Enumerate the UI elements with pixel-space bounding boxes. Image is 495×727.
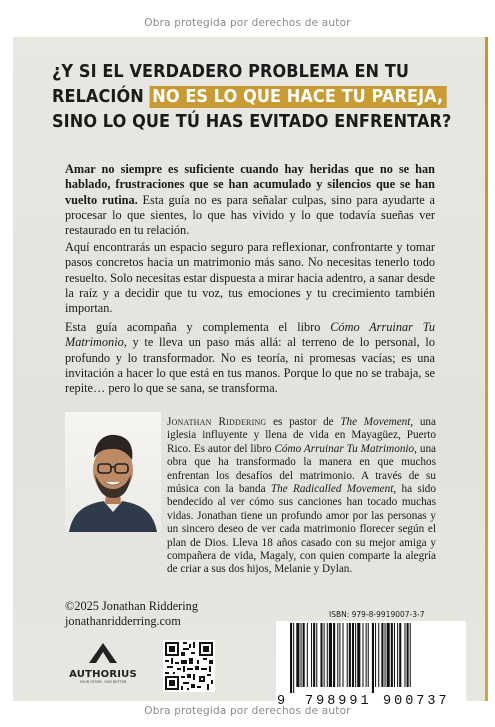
publisher-logo (63, 642, 143, 684)
barcode-bar (352, 623, 354, 687)
cover-edge-accent (485, 37, 488, 701)
barcode-bar (296, 623, 299, 687)
barcode-bar (333, 623, 335, 687)
qr-code (163, 640, 215, 692)
barcode-bar (357, 623, 360, 687)
barcode-bar (301, 623, 302, 687)
isbn-label: ISBN: 979-8-9919007-3-7 (329, 610, 425, 619)
barcode-bar (407, 623, 409, 687)
barcode-bar (313, 623, 315, 687)
barcode-bar (387, 623, 390, 687)
author-photo (65, 412, 161, 532)
barcode-bar (381, 623, 383, 687)
barcode-bar (368, 623, 369, 687)
barcode-bar (397, 623, 398, 687)
church-name: The Movement (340, 416, 411, 428)
paragraph-companion-b: , y te lleva un paso más allá: al terreno de lo personal, lo profundo y lo transformador. No es teoría, ni promesas vacías; es una invitación a hacer lo que está en tus manos. Porque lo que no se trabaja, se repite… pero lo que se sana, se transforma. (65, 335, 435, 396)
paragraph-safe-space: Aquí encontrarás un espacio seguro para reflexionar, confrontarte y tomar pasos concretos hacia un matrimonio más sano. No necesitas tenerlo todo resuelto. Solo necesitas estar dispuesta a mirar hacia adentro, a sanar desde la raíz y a decidir que tu voz, tus emociones y tu crecimiento también importan. (65, 240, 435, 316)
copyright-block (65, 599, 198, 629)
barcode-bar (410, 623, 411, 687)
barcode-bar (311, 623, 312, 687)
headline-line-3: SINO LO QUE TÚ HAS EVITADO ENFRENTAR? (52, 112, 452, 132)
barcode-bar (293, 623, 294, 693)
barcode-bar (337, 623, 338, 687)
barcode-bar (385, 623, 386, 687)
barcode-bar (375, 623, 376, 687)
barcode-bar (320, 623, 322, 687)
barcode-bar (349, 623, 351, 687)
barcode-bar (391, 623, 393, 687)
publisher-tagline: YOUR STORY, OUR BETTER (79, 680, 127, 684)
band-name: The Radicalled Movement (270, 483, 394, 496)
paragraph-companion-a: Esta guía acompaña y complementa el libro (65, 320, 331, 334)
author-name: Jonathan Riddering (167, 416, 267, 428)
barcode-bar (372, 623, 374, 693)
barcode-bar (303, 623, 305, 687)
headline-prefix: RELACIÓN (52, 87, 144, 107)
barcode-bar (362, 623, 363, 687)
bio-text-3: , una obra que ha transformado la manera en que muchos enfrentan los desafíos del matrimonio. A través de su música con la banda (167, 442, 436, 496)
headline-line-1: ¿Y SI EL VERDADERO PROBLEMA EN TU (52, 62, 410, 82)
barcode-bar (329, 623, 332, 687)
barcode-bar (307, 623, 308, 687)
barcode-bar (399, 623, 401, 687)
barcode-bar (394, 623, 395, 687)
barcode-bar (366, 623, 367, 687)
copyright-line: ©2025 Jonathan Riddering (65, 599, 198, 613)
barcode-bars (276, 621, 466, 693)
barcode-bar (339, 623, 340, 687)
bio-text-4: , ha sido bendecido al ver cómo sus canciones han tocado muchas vidas. Jonathan tiene un profundo amor por las personas y un sincero deseo de ver cada matrimonio florecer según el plan de Dios. Lleva 18 años casado con su mejor amiga y compañera de vida, Magaly, con quien comparte la alegría de criar a sus dos hijos, Melanie y Dylan. (167, 483, 436, 576)
barcode-bar (290, 623, 292, 693)
paragraph-companion (65, 320, 435, 396)
barcode-bar (347, 623, 348, 687)
barcode-bar (404, 623, 405, 687)
bio-book-title: Cómo Arruinar Tu Matrimonio (274, 442, 415, 455)
paragraph-intro (65, 162, 435, 238)
bio-text-2: , una iglesia influyente y llena de vida en Mayagüez, Puerto Rico. Es autor del libro (167, 416, 436, 455)
headline-highlight: NO ES LO QUE HACE TU PAREJA, (150, 86, 447, 108)
paragraph-intro-rest: Esta guía no es para señalar culpas, sino para ayudarte a procesar lo que sientes, lo que has vivido y lo que todavía sueñas ver restaurado en tu relación. (65, 192, 435, 238)
bio-text-1: es pastor de (266, 416, 341, 428)
barcode (276, 621, 466, 709)
barcode-bar (355, 623, 356, 687)
barcode-bar (324, 623, 325, 687)
barcode-bar (316, 623, 317, 687)
barcode-digits-right: 900737 (383, 694, 450, 709)
copyright-notice-top: Obra protegida por derechos de autor (144, 17, 351, 29)
barcode-bar (378, 623, 379, 687)
headline-line-2 (52, 87, 444, 107)
copyright-notice-bottom: Obra protegida por derechos de autor (144, 705, 351, 717)
author-bio (167, 416, 436, 577)
website-link: jonathanridderring.com (65, 614, 181, 628)
barcode-digits-left: 798991 (305, 694, 372, 709)
publisher-name: AUTHORIUS (69, 669, 137, 680)
barcode-digit-first: 9 (277, 694, 286, 709)
barcode-bar (327, 623, 328, 687)
paragraph-intro-lead: Amar no siempre es suficiente cuando hay heridas que no se han hablado, frustraciones que se han acumulado y silencios que se han vuelto rutina. (65, 162, 435, 207)
isbn-block (276, 610, 466, 709)
book-title: Cómo Arruinar Tu Matrimonio (65, 320, 435, 350)
publisher-mark-icon (86, 642, 120, 664)
barcode-bar (343, 623, 344, 687)
